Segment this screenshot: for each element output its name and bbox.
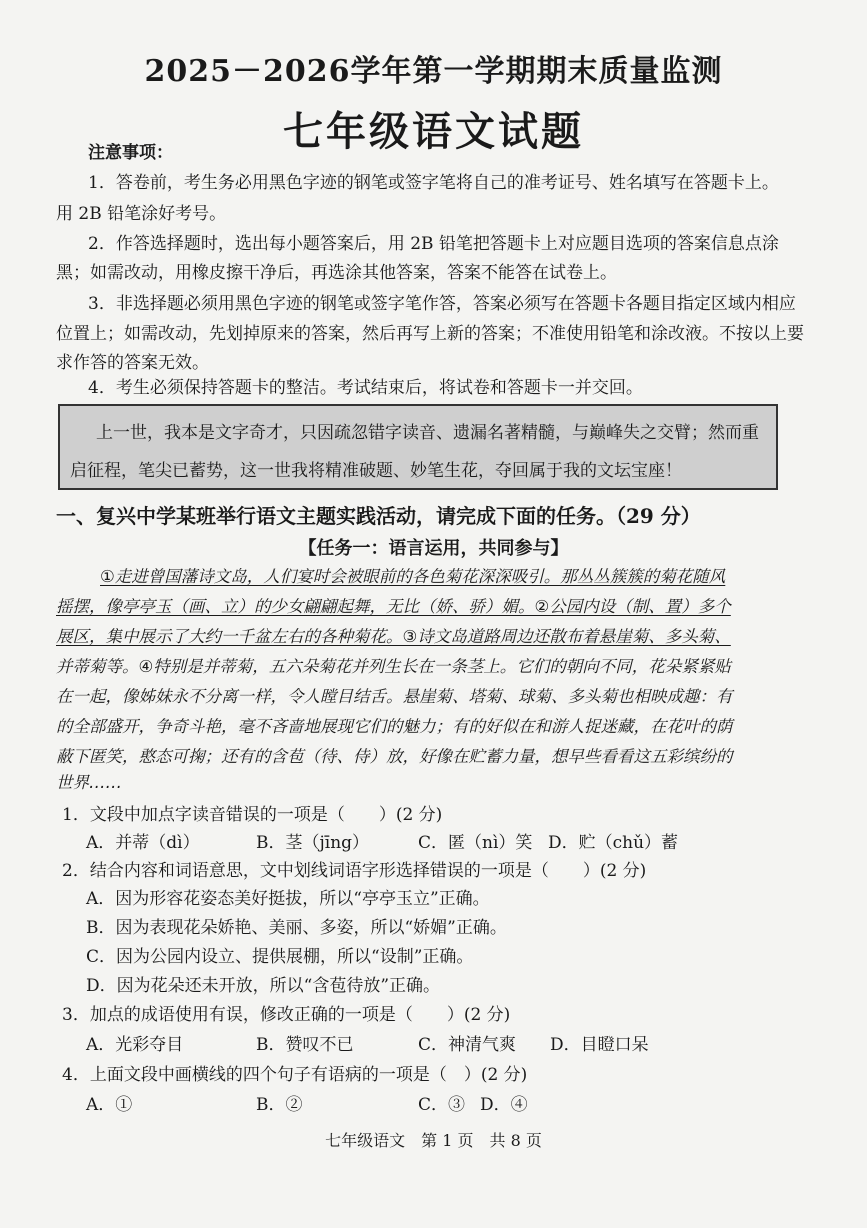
question-2-option-a: A．因为形容花姿态美好挺拔，所以“亭亭玉立”正确。	[86, 889, 490, 909]
question-3-option-c: C．神清气爽	[418, 1035, 517, 1055]
question-3-option-a: A．光彩夺目	[86, 1035, 184, 1055]
passage-line: 在一起，像姊妹永不分离一样，令人瞠目结舌。悬崖菊、塔菊、球菊、多头菊也相映成趣：有	[56, 687, 733, 706]
passage-line: 摇摆，像亭亭玉（画、立）的少女翩翩起舞，无比（娇、骄）媚。②公园内设（制、置）多个	[56, 597, 731, 616]
notice-line: 求作答的答案无效。	[56, 353, 209, 373]
motto-line: 启征程，笔尖已蓄势，这一世我将精准破题、妙笔生花，夺回属于我的文坛宝座！	[70, 461, 682, 481]
passage-line: 世界……	[56, 773, 122, 792]
question-2-option-c: C．因为公园内设立、提供展棚，所以“设制”正确。	[86, 947, 474, 967]
notice-line: 黑；如需改动，用橡皮擦干净后，再选涂其他答案，答案不能答在试卷上。	[56, 263, 617, 283]
notice-line: 1．答卷前，考生务必用黑色字迹的钢笔或签字笔将自己的准考证号、姓名填写在答题卡上。	[88, 173, 779, 193]
question-4-stem: 4．上面文段中画横线的四个句子有语病的一项是（ ）(2 分)	[62, 1065, 528, 1085]
page-footer: 七年级语文 第 1 页 共 8 页	[325, 1131, 542, 1150]
passage-line: 蔽下匿笑，憨态可掬；还有的含苞（待、侍）放，好像在贮蓄力量，想早些看看这五彩缤纷的	[56, 747, 733, 766]
question-1-option-c: C．匿（nì）笑	[418, 833, 533, 853]
question-3-stem: 3．加点的成语使用有误，修改正确的一项是（ ）(2 分)	[62, 1005, 511, 1025]
question-1-option-a: A．并蒂（dì）	[86, 833, 200, 853]
task-heading: 【任务一：语言运用，共同参与】	[298, 538, 569, 559]
question-4-option-d: D．④	[480, 1095, 528, 1115]
notice-line: 4．考生必须保持答题卡的整洁。考试结束后，将试卷和答题卡一并交回。	[88, 378, 643, 398]
question-2-stem: 2．结合内容和词语意思，文中划线词语字形选择错误的一项是（ ）(2 分)	[62, 861, 647, 881]
question-1-stem: 1．文段中加点字读音错误的一项是（ ）(2 分)	[62, 805, 443, 825]
question-4-option-b: B．②	[256, 1095, 303, 1115]
question-3-option-d: D．目瞪口呆	[550, 1035, 649, 1055]
passage-line: 并蒂菊等。④特别是并蒂菊，五六朵菊花并列生长在一条茎上。它们的朝向不同，花朵紧紧贴	[56, 657, 731, 676]
question-1-option-b: B．茎（jīng）	[256, 833, 370, 853]
question-2-option-d: D．因为花朵还未开放，所以“含苞待放”正确。	[86, 976, 441, 996]
notice-line: 位置上；如需改动，先划掉原来的答案，然后再写上新的答案；不准使用铅笔和涂改液。不按以上要	[56, 324, 804, 344]
question-4-option-c: C．③	[418, 1095, 466, 1115]
question-4-option-a: A．①	[86, 1095, 133, 1115]
question-1-option-d: D．贮（chǔ）蓄	[548, 833, 679, 853]
exam-title: 2025－2026学年第一学期期末质量监测	[144, 54, 723, 89]
notice-line: 2．作答选择题时，选出每小题答案后，用 2B 铅笔把答题卡上对应题目选项的答案信息点涂	[88, 234, 779, 254]
exam-subject-title: 七年级语文试题	[283, 108, 584, 155]
notice-line: 用 2B 铅笔涂好考号。	[56, 204, 227, 224]
question-3-option-b: B．赞叹不已	[256, 1035, 354, 1055]
notice-heading: 注意事项：	[88, 143, 173, 163]
passage-line: 展区，集中展示了大约一千盆左右的各种菊花。③诗文岛道路周边还散布着悬崖菊、多头菊、	[56, 627, 731, 646]
question-2-option-b: B．因为表现花朵娇艳、美丽、多姿，所以“娇媚”正确。	[86, 918, 507, 938]
section-heading: 一、复兴中学某班举行语文主题实践活动，请完成下面的任务。（29 分）	[56, 504, 701, 528]
motto-box	[58, 404, 778, 490]
notice-line: 3．非选择题必须用黑色字迹的钢笔或签字笔作答，答案必须写在答题卡各题目指定区域内相应	[88, 294, 796, 314]
motto-line: 上一世，我本是文字奇才，只因疏忽错字读音、遗漏名著精髓，与巅峰失之交臂；然而重	[96, 423, 759, 443]
passage-line: ①走进曾国藩诗文岛，人们宴时会被眼前的各色菊花深深吸引。那丛丛簇簇的菊花随风	[100, 567, 726, 586]
passage-line: 的全部盛开，争奇斗艳，毫不吝啬地展现它们的魅力；有的好似在和游人捉迷藏，在花叶的荫	[56, 717, 733, 736]
